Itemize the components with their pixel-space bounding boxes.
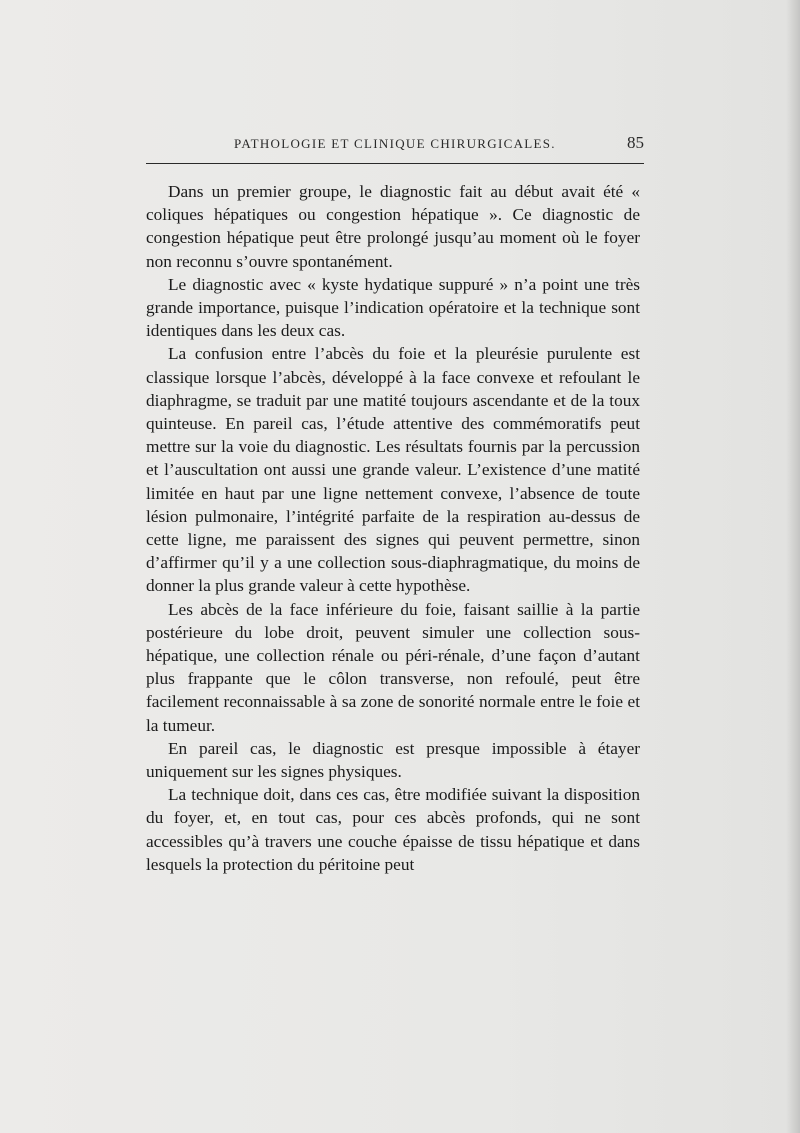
- paragraph: Le diagnostic avec « kyste hydatique suppuré » n’a point une très grande importance, puisque l’indication opératoire et la technique sont identiques dans les deux cas.: [146, 274, 640, 341]
- page-number: 85: [627, 133, 644, 152]
- paragraph: Dans un premier groupe, le diagnostic fait au début avait été « coliques hépatiques ou congestion hépatique ». Ce diagnostic de congestion hépatique peut être prolongé jusqu’au moment où le foyer non reconnu s’ouvre spontanément.: [146, 182, 640, 271]
- page-edge-shadow: [786, 0, 800, 1133]
- body-text: [146, 180, 640, 876]
- paragraph: Les abcès de la face inférieure du foie, faisant saillie à la partie postérieure du lobe droit, peuvent simuler une collection sous-hépatique, une collection rénale ou péri-rénale, d’une façon d’autant plus frappante que le côlon transverse, non refoulé, peut être facilement reconnaissable à sa zone de sonorité normale entre le foie et la tumeur.: [146, 599, 640, 735]
- paragraph: La technique doit, dans ces cas, être modifiée suivant la disposition du foyer, et, en tout cas, pour ces abcès profonds, qui ne sont accessibles qu’à travers une couche épaisse de tissu hépatique et dans lesquels la protection du péritoine peut: [146, 785, 640, 874]
- running-head: PATHOLOGIE ET CLINIQUE CHIRURGICALES.: [234, 136, 556, 151]
- paragraph: La confusion entre l’abcès du foie et la pleurésie purulente est classique lorsque l’abcès, développé à la face convexe et refoulant le diaphragme, se traduit par une matité toujours ascendante et de la toux quinteuse. En pareil cas, l’étude attentive des commémoratifs peut mettre sur la voie du diagnostic. Les résultats fournis par la percussion et l’auscultation ont aussi une grande valeur. L’existence d’une matité limitée en haut par une ligne nettement convexe, l’absence de toute lésion pulmonaire, l’intégrité parfaite de la respiration au-dessus de cette ligne, me paraissent des signes qui peuvent permettre, sinon d’affirmer qu’il y a une collection sous-diaphragmatique, du moins de donner la plus grande valeur à cette hypothèse.: [146, 344, 640, 596]
- page-header: [146, 133, 644, 157]
- paragraph: En pareil cas, le diagnostic est presque impossible à étayer uniquement sur les signes physiques.: [146, 738, 640, 782]
- header-rule: [146, 163, 644, 164]
